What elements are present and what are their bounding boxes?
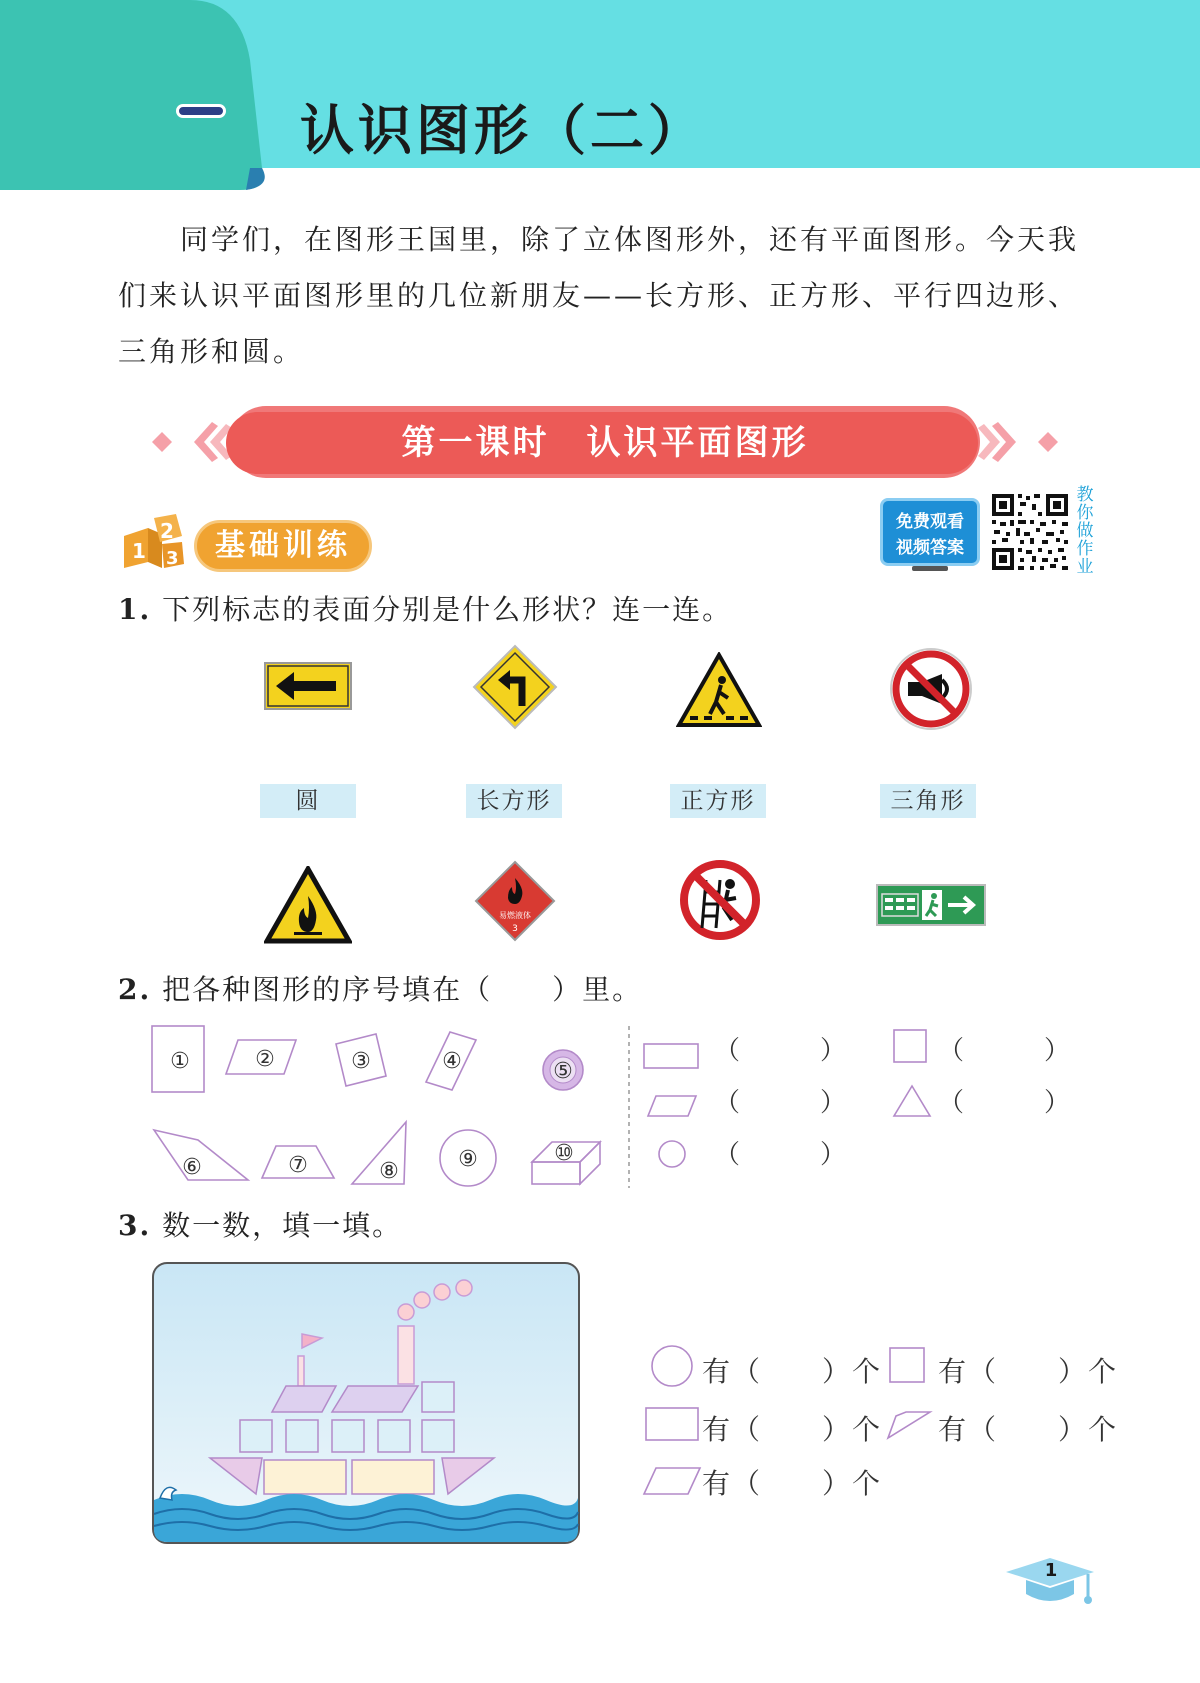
no-horn-circle-sign-icon[interactable] bbox=[888, 646, 974, 732]
count-square-icon bbox=[890, 1348, 924, 1382]
dice-digit-2: 2 bbox=[160, 519, 174, 543]
question-2 bbox=[118, 968, 642, 1008]
shape-label-square[interactable]: 正方形 bbox=[670, 784, 766, 818]
ship-picture bbox=[152, 1262, 580, 1544]
monitor-stand bbox=[912, 566, 948, 571]
answer-open-bracket: （ bbox=[714, 1036, 741, 1066]
shape-label-circle[interactable]: 圆 bbox=[260, 784, 356, 818]
answer-open-bracket: （ bbox=[938, 1036, 965, 1066]
qr-side-char: 做 bbox=[1076, 521, 1094, 541]
hazard-text: 易燃液体 bbox=[499, 911, 531, 920]
answer-open-bracket: （ bbox=[714, 1140, 741, 1170]
figure-number-5: ⑤ bbox=[553, 1059, 573, 1084]
hazard-class: 3 bbox=[512, 924, 518, 934]
section-dice-icon bbox=[118, 512, 188, 574]
question-3-text: 数一数，填一填。 bbox=[162, 1209, 403, 1242]
count-circle-icon bbox=[652, 1346, 692, 1386]
count-rectangle-icon bbox=[646, 1408, 698, 1440]
figure-number-10: ⑩ bbox=[554, 1141, 574, 1166]
count-triangle-text[interactable]: 有（ ）个 bbox=[938, 1413, 1119, 1446]
question-3 bbox=[118, 1204, 402, 1244]
fire-warning-triangle-sign-icon[interactable] bbox=[264, 866, 352, 944]
qr-side-text bbox=[1074, 486, 1096, 576]
question-3-number: 3. bbox=[118, 1209, 152, 1242]
answer-open-bracket: （ bbox=[938, 1088, 965, 1118]
unit-title: 认识图形（二） bbox=[300, 99, 706, 162]
emergency-exit-rectangle-sign-icon[interactable] bbox=[876, 884, 986, 926]
figure-number-2: ② bbox=[255, 1047, 275, 1072]
answer-open-bracket: （ bbox=[714, 1088, 741, 1118]
figure-number-7: ⑦ bbox=[288, 1153, 308, 1178]
shape-label-triangle[interactable]: 三角形 bbox=[880, 784, 976, 818]
pedestrian-crossing-triangle-sign-icon[interactable] bbox=[676, 652, 762, 728]
figure-number-9: ⑨ bbox=[458, 1147, 478, 1172]
dice-digit-3: 3 bbox=[166, 548, 179, 569]
count-parallelogram-icon bbox=[644, 1468, 700, 1494]
qr-code[interactable] bbox=[990, 492, 1070, 572]
intro-paragraph: 同学们，在图形王国里，除了立体图形外，还有平面图形。今天我们来认识平面图形里的几位新朋友——长方形、正方形、平行四边形、三角形和圆。 bbox=[118, 223, 1080, 368]
question-2-text: 把各种图形的序号填在（ ）里。 bbox=[162, 973, 643, 1006]
figure-10-box-side bbox=[580, 1142, 600, 1184]
answer-close-bracket: ） bbox=[820, 1140, 847, 1170]
shape-label-rectangle[interactable]: 长方形 bbox=[466, 784, 562, 818]
qr-side-char: 教 bbox=[1076, 485, 1094, 505]
divider-dashed bbox=[626, 1026, 632, 1188]
question-2-number: 2. bbox=[118, 973, 152, 1006]
qr-side-char: 你 bbox=[1076, 503, 1094, 523]
section-label: 基础训练 bbox=[215, 528, 351, 563]
answer-close-bracket: ） bbox=[820, 1036, 847, 1066]
no-climbing-circle-sign-icon[interactable] bbox=[678, 858, 762, 942]
answer-square-icon bbox=[894, 1030, 926, 1062]
question-1-text: 下列标志的表面分别是什么形状？连一连。 bbox=[162, 593, 733, 626]
qr-side-char: 业 bbox=[1076, 557, 1094, 577]
question-1-number: 1. bbox=[118, 593, 152, 626]
answer-parallelogram-icon bbox=[648, 1096, 696, 1116]
page-number: 1 bbox=[1044, 1560, 1058, 1581]
answer-close-bracket: ） bbox=[1044, 1036, 1071, 1066]
lesson-title: 第一课时 认识平面图形 bbox=[401, 423, 809, 463]
left-arrow-sign-icon[interactable] bbox=[264, 662, 352, 710]
dice-digit-1: 1 bbox=[132, 539, 146, 563]
turn-left-diamond-sign-icon[interactable] bbox=[472, 644, 558, 730]
unit-number-badge bbox=[176, 104, 226, 118]
q2-answer-shapes bbox=[640, 1026, 1080, 1190]
count-square-text[interactable]: 有（ ）个 bbox=[938, 1355, 1119, 1388]
answer-triangle-icon bbox=[894, 1086, 930, 1116]
question-1 bbox=[118, 588, 732, 628]
answer-circle-icon bbox=[659, 1141, 685, 1167]
figure-number-3: ③ bbox=[351, 1049, 371, 1074]
video-line-1: 免费观看 bbox=[896, 512, 964, 532]
answer-close-bracket: ） bbox=[820, 1088, 847, 1118]
figure-number-1: ① bbox=[170, 1049, 190, 1074]
answer-rectangle-icon bbox=[644, 1044, 698, 1068]
video-line-2: 视频答案 bbox=[896, 538, 964, 558]
figure-number-4: ④ bbox=[442, 1049, 462, 1074]
count-triangle-icon bbox=[888, 1412, 930, 1438]
count-circle-text[interactable]: 有（ ）个 bbox=[702, 1355, 883, 1388]
count-parallelogram-text[interactable]: 有（ ）个 bbox=[702, 1467, 883, 1500]
flammable-liquid-diamond-sign-icon[interactable] bbox=[474, 860, 556, 942]
q2-figures bbox=[140, 1022, 610, 1196]
figure-number-8: ⑧ bbox=[379, 1159, 399, 1184]
count-rectangle-text[interactable]: 有（ ）个 bbox=[702, 1413, 883, 1446]
video-answer-button[interactable] bbox=[880, 498, 980, 566]
figure-number-6: ⑥ bbox=[182, 1155, 202, 1180]
qr-side-char: 作 bbox=[1076, 539, 1094, 559]
answer-close-bracket: ） bbox=[1044, 1088, 1071, 1118]
